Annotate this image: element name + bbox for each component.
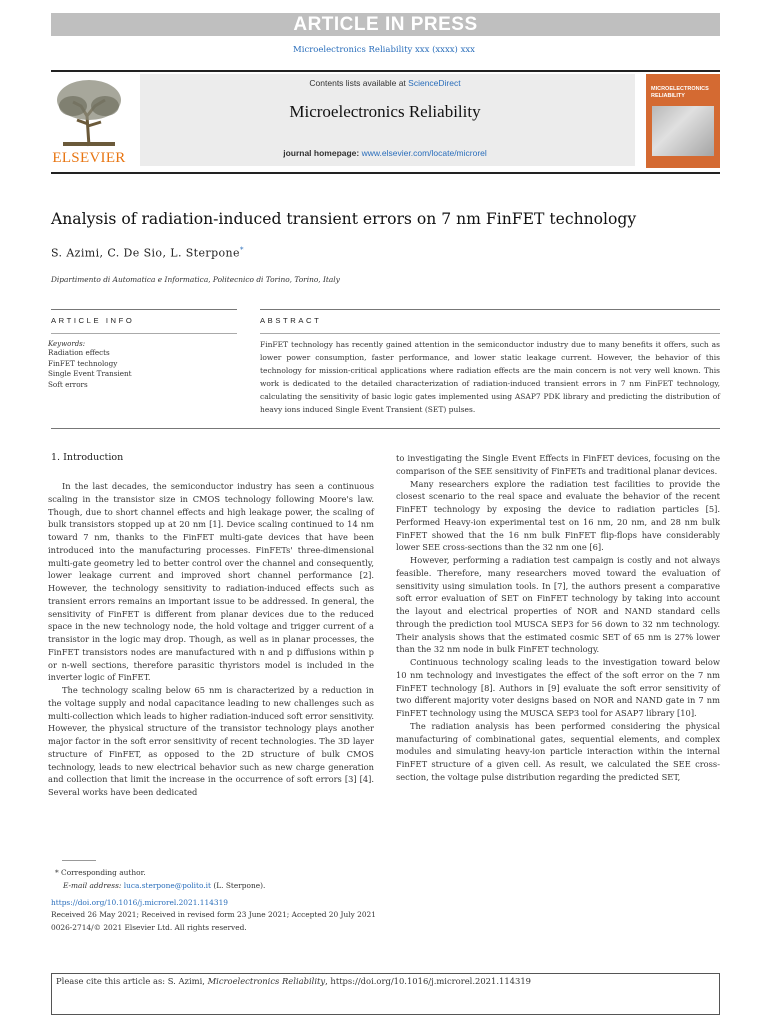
journal-homepage: journal homepage: www.elsevier.com/locate/microrel: [283, 148, 487, 158]
keyword: Soft errors: [48, 379, 88, 389]
paragraph: However, performing a radiation test campaign is costly and not always feasible. Therefore, many researchers moved toward the evaluation of sensitivity using simulation tools. In [7], the authors present a comparative soft error evaluation of SET on FinFET technology by taking into account the layout and electrical properties of NOR and NAND standard cells through the prediction tool MUSCA SEP3 for 56 down to 32 nm technology. Their analysis shows that the estimated cosmic SET of 65 nm is 27% lower than the 32 nm node in bulk FinFET technology.: [396, 555, 720, 655]
right-column: [396, 452, 720, 784]
keywords-block: [48, 340, 234, 390]
footnote-rule: [62, 860, 96, 861]
sciencedirect-link[interactable]: ScienceDirect: [408, 78, 461, 88]
copyright: 0026-2714/© 2021 Elsevier Ltd. All rights reserved.: [51, 922, 247, 932]
header-top-rule: [51, 70, 720, 72]
article-history: [51, 897, 376, 934]
paragraph: In the last decades, the semiconductor industry has seen a continuous scaling in the transistor size in CMOS technology following Moore's law. Though, due to short channel effects and high leakage power, the scaling of bulk transistors stopped up at 20 nm [1]. Device scaling continued to 14 nm toward 7 nm, thanks to the FinFET multi-gate devices that have been introduced into the manufacturing processes. FinFETs' three-dimensional multi-gate geometry led to better control over the channel and consequently, lower leakage current and improved short channel performance [2]. However, the technology sensitivity to radiation-induced effects such as transient errors remains an important issue to be addressed. In general, the sensitivity of FinFET is different from planar devices due to the reduced space in the new technology node, the hold voltage and trigger current of a transistor in the logic may drop. Though, as well as in planar processes, the FinFET transistors nodes are manufactured with n and p diffusions within p or n-well sections, therefore parasitic thyristors model is included in the inverter logic of FinFET.: [48, 481, 374, 683]
received-dates: Received 26 May 2021; Received in revised form 23 June 2021; Accepted 20 July 2021: [51, 910, 376, 920]
author-list: S. Azimi, C. De Sio, L. Sterpone*: [51, 246, 244, 260]
paragraph: The technology scaling below 65 nm is characterized by a reduction in the voltage supply and nodal capacitance leading to new challenges such as multi-collection which leads to higher radiation-induced soft error sensitivity. However, the physical structure of the transistor technology plays another major factor in the soft error sensitivity of recent technologies. The 3D layer structure of FinFET, as opposed to the 2D structure of bulk CMOS technology, leads to new electrical behavior such as new charge generation and collection that limit the increase in the occurrence of soft errors [3] [4]. Several works have been dedicated: [48, 685, 374, 797]
abstract-text: FinFET technology has recently gained attention in the semiconductor industry due to many benefits it offers, such as lower power consumption, faster performance, and lower static leakage current. However, the behavior of this technology for mission-critical applications where radiation effects are the main concern is not very well known. This work is dedicated to the detailed characterization of radiation-induced transient errors in 7 nm FinFET technology, calculating the sensitivity of basic logic gates implemented using ASAP7 PDK library and predicting the distribution of heavy ions induced Single Event Transient (SET) pulses.: [260, 340, 720, 415]
info-subrule: [51, 333, 237, 334]
abstract-heading: ABSTRACT: [260, 316, 322, 325]
article-in-press-banner: ARTICLE IN PRESS: [51, 13, 720, 36]
header-center: [140, 78, 630, 158]
corresponding-author-mark[interactable]: *: [239, 246, 244, 254]
abstract-subrule: [260, 333, 720, 334]
cite-box: [51, 973, 720, 1015]
cover-image: [652, 106, 714, 156]
cite-text: Please cite this article as: S. Azimi, Microelectronics Reliability, https://doi.org/10.1016/j.microrel.2021.114319: [56, 976, 531, 986]
keyword: Single Event Transient: [48, 369, 132, 378]
cover-title: MICROELECTRONICS RELIABILITY: [651, 86, 709, 99]
footnote: [51, 866, 265, 892]
keyword: Radiation effects: [48, 348, 110, 357]
corresponding-author-note: * Corresponding author.: [55, 868, 146, 877]
elsevier-wordmark: ELSEVIER: [52, 150, 126, 166]
abstract-rule: [260, 309, 720, 310]
journal-title: Microelectronics Reliability: [289, 102, 481, 121]
section-heading-introduction: 1. Introduction: [51, 452, 124, 463]
article-info-heading: ARTICLE INFO: [51, 316, 135, 325]
journal-citation-line[interactable]: Microelectronics Reliability xxx (xxxx) xxx: [293, 45, 475, 55]
journal-cover-thumbnail[interactable]: [646, 74, 720, 168]
contents-available: Contents lists available at ScienceDirect: [309, 78, 461, 88]
email-link[interactable]: luca.sterpone@polito.it: [123, 881, 212, 890]
paragraph: Continuous technology scaling leads to the investigation toward below 10 nm technology and investigates the effect of the soft error on the 7 nm FinFET technology [8]. Authors in [9] evaluate the soft error sensitivity of two different majority voter designs based on NOR and NAND gate in 7 nm FinFET technology using the MUSCA SEP3 tool for ASAP7 library [10].: [396, 657, 720, 718]
paragraph: to investigating the Single Event Effects in FinFET devices, focusing on the comparison of the SEE sensitivity of FinFETs and traditional planar devices.: [396, 453, 720, 476]
article-title: Analysis of radiation-induced transient errors on 7 nm FinFET technology: [51, 210, 637, 228]
paragraph: The radiation analysis has been performed considering the physical manufacturing of combinational gates, sequential elements, and complex modules and simulating heavy-ion particle interaction within the internal FinFET structure of a given cell. As result, we calculated the SEE cross-section, the voltage pulse distribution regarding the predicted SET,: [396, 720, 720, 782]
left-column: [48, 480, 374, 799]
homepage-link[interactable]: www.elsevier.com/locate/microrel: [361, 148, 487, 158]
header-bottom-rule: [51, 172, 720, 174]
keyword: FinFET technology: [48, 358, 118, 368]
paragraph: Many researchers explore the radiation test facilities to provide the closest scenario to the real space and evaluate the behavior of the recent FinFET technology by exposing the device to radiation particles [5]. Performed Heavy-ion experimental test on 16 nm, 20 nm, and 28 nm bulk FinFET showed that the 16 nm bulk FinFET flip-flops have considerably lower SEE cross-sections than the 32 nm one [6].: [396, 478, 720, 553]
info-rule: [51, 309, 237, 310]
abstract-bottom-rule: [51, 428, 720, 429]
keywords-label: Keywords:: [48, 340, 86, 348]
email-line: E-mail address: luca.sterpone@polito.it (L. Sterpone).: [63, 881, 266, 890]
doi-link[interactable]: https://doi.org/10.1016/j.microrel.2021.114319: [51, 898, 228, 907]
affiliation: Dipartimento di Automatica e Informatica, Politecnico di Torino, Torino, Italy: [51, 275, 340, 284]
